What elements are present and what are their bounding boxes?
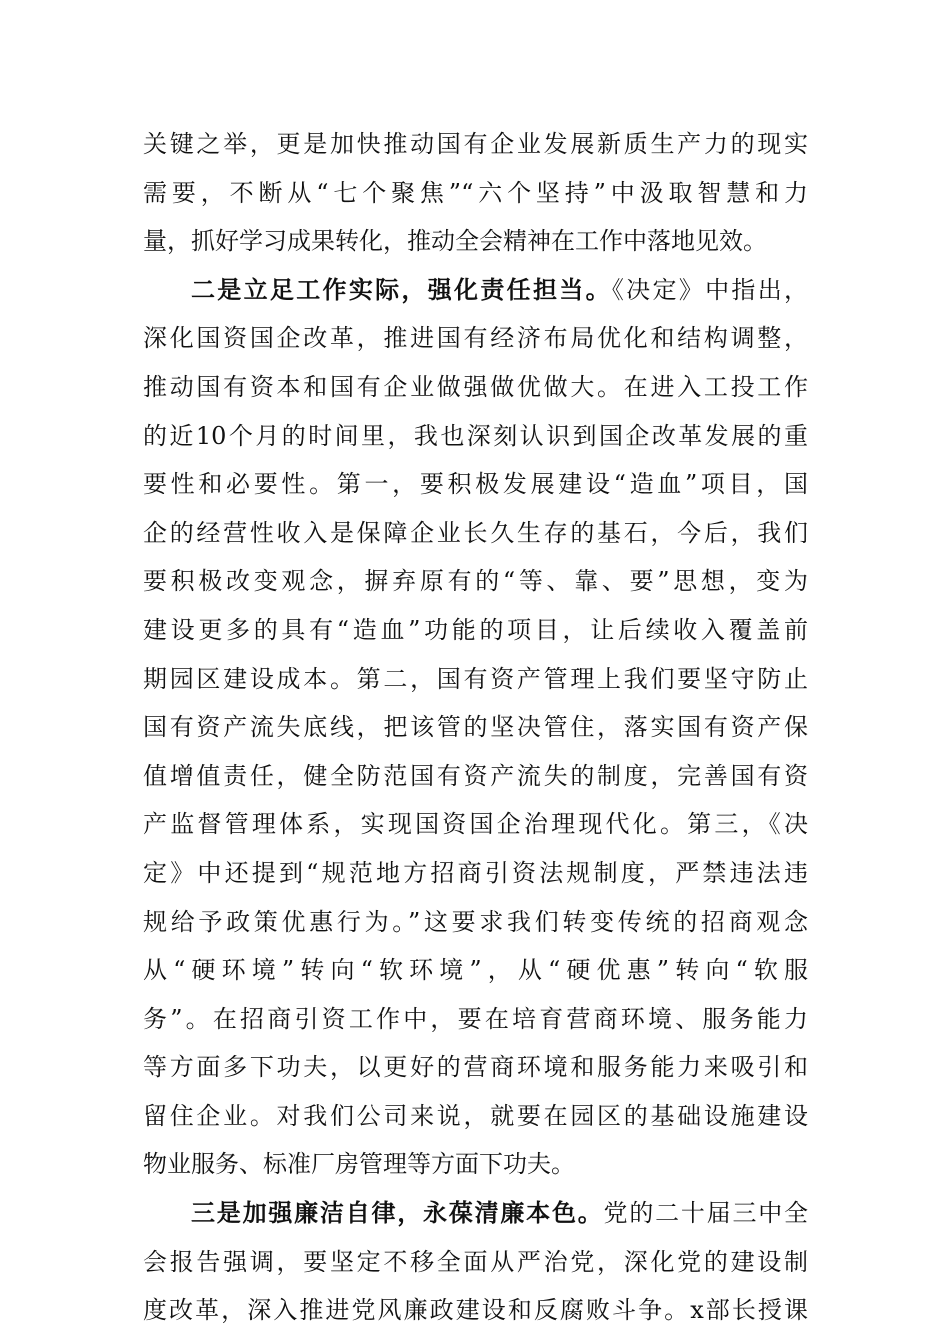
paragraph-2-line-3 xyxy=(143,363,808,412)
paragraph-3-line-1 xyxy=(143,1189,808,1238)
paragraph-2-line-1 xyxy=(143,266,808,315)
text-run: 度改革，深入推进党风廉政建设和反腐败斗争。x部长授课 xyxy=(143,1296,808,1325)
paragraph-3-line-2 xyxy=(143,1238,808,1287)
text-run: 值增值责任，健全防范国有资产流失的制度，完善国有资 xyxy=(143,761,808,790)
paragraph-2-line-19 xyxy=(143,1140,808,1189)
paragraph-2-line-6 xyxy=(143,509,808,558)
paragraph-2-line-5 xyxy=(143,460,808,509)
paragraph-3-line-3 xyxy=(143,1286,808,1335)
paragraph-heading: 二是立足工作实际，强化责任担当。 xyxy=(191,274,612,304)
paragraph-2-line-2 xyxy=(143,314,808,363)
paragraph-2-line-13 xyxy=(143,849,808,898)
text-run: 关键之举，更是加快推动国有企业发展新质生产力的现实 xyxy=(143,130,808,158)
text-run: 定》中还提到“规范地方招商引资法规制度，严禁违法违 xyxy=(143,858,808,887)
paragraph-1-line-3 xyxy=(143,217,808,266)
paragraph-2-line-17 xyxy=(143,1043,808,1092)
paragraph-2-line-18 xyxy=(143,1092,808,1141)
text-run: 推动国有资本和国有企业做强做优做大。在进入工投工作 xyxy=(143,372,808,401)
paragraph-2-line-4 xyxy=(143,412,808,461)
paragraph-2-line-11 xyxy=(143,752,808,801)
paragraph-1-line-2 xyxy=(143,169,808,218)
paragraph-1-line-1 xyxy=(143,120,808,169)
paragraph-2-line-7 xyxy=(143,557,808,606)
text-run: 留住企业。对我们公司来说，就要在园区的基础设施建设 xyxy=(143,1101,808,1130)
text-run: 需要，不断从“七个聚焦”“六个坚持”中汲取智慧和力 xyxy=(143,178,808,207)
text-run: 的近10个月的时间里，我也深刻认识到国企改革发展的重 xyxy=(143,421,808,450)
paragraph-2-line-10 xyxy=(143,703,808,752)
text-run: 从“硬环境”转向“软环境”，从“硬优惠”转向“软服 xyxy=(143,956,808,985)
text-run: 《决定》中指出， xyxy=(611,275,809,304)
paragraph-2-line-9 xyxy=(143,655,808,704)
text-run: 要性和必要性。第一，要积极发展建设“造血”项目，国 xyxy=(143,470,808,499)
paragraph-2-line-8 xyxy=(143,606,808,655)
paragraph-2-line-15 xyxy=(143,946,808,995)
paragraph-2-line-16 xyxy=(143,995,808,1044)
text-run: 物业服务、标准厂房管理等方面下功夫。 xyxy=(143,1150,575,1179)
text-run: 国有资产流失底线，把该管的坚决管住，落实国有资产保 xyxy=(143,713,808,742)
paragraph-heading: 三是加强廉洁自律，永葆清廉本色。 xyxy=(191,1198,604,1228)
paragraph-2-line-14 xyxy=(143,898,808,947)
text-run: 等方面多下功夫，以更好的营商环境和服务能力来吸引和 xyxy=(143,1053,808,1082)
document-body xyxy=(143,120,808,1335)
text-run: 会报告强调，要坚定不移全面从严治党，深化党的建设制 xyxy=(143,1247,808,1276)
text-run: 深化国资国企改革，推进国有经济布局优化和结构调整， xyxy=(143,324,808,353)
text-run: 党的二十届三中全 xyxy=(603,1199,809,1228)
text-run: 期园区建设成本。第二，国有资产管理上我们要坚守防止 xyxy=(143,664,808,693)
text-run: 建设更多的具有“造血”功能的项目，让后续收入覆盖前 xyxy=(143,615,808,644)
text-run: 企的经营性收入是保障企业长久生存的基石，今后，我们 xyxy=(143,518,808,547)
text-run: 务”。在招商引资工作中，要在培育营商环境、服务能力 xyxy=(143,1004,808,1033)
text-run: 量，抓好学习成果转化，推动全会精神在工作中落地见效。 xyxy=(143,227,767,256)
text-run: 规给予政策优惠行为。”这要求我们转变传统的招商观念 xyxy=(143,907,808,936)
paragraph-2-line-12 xyxy=(143,800,808,849)
text-run: 要积极改变观念，摒弃原有的“等、靠、要”思想，变为 xyxy=(143,567,808,596)
text-run: 产监督管理体系，实现国资国企治理现代化。第三，《决 xyxy=(143,810,808,839)
